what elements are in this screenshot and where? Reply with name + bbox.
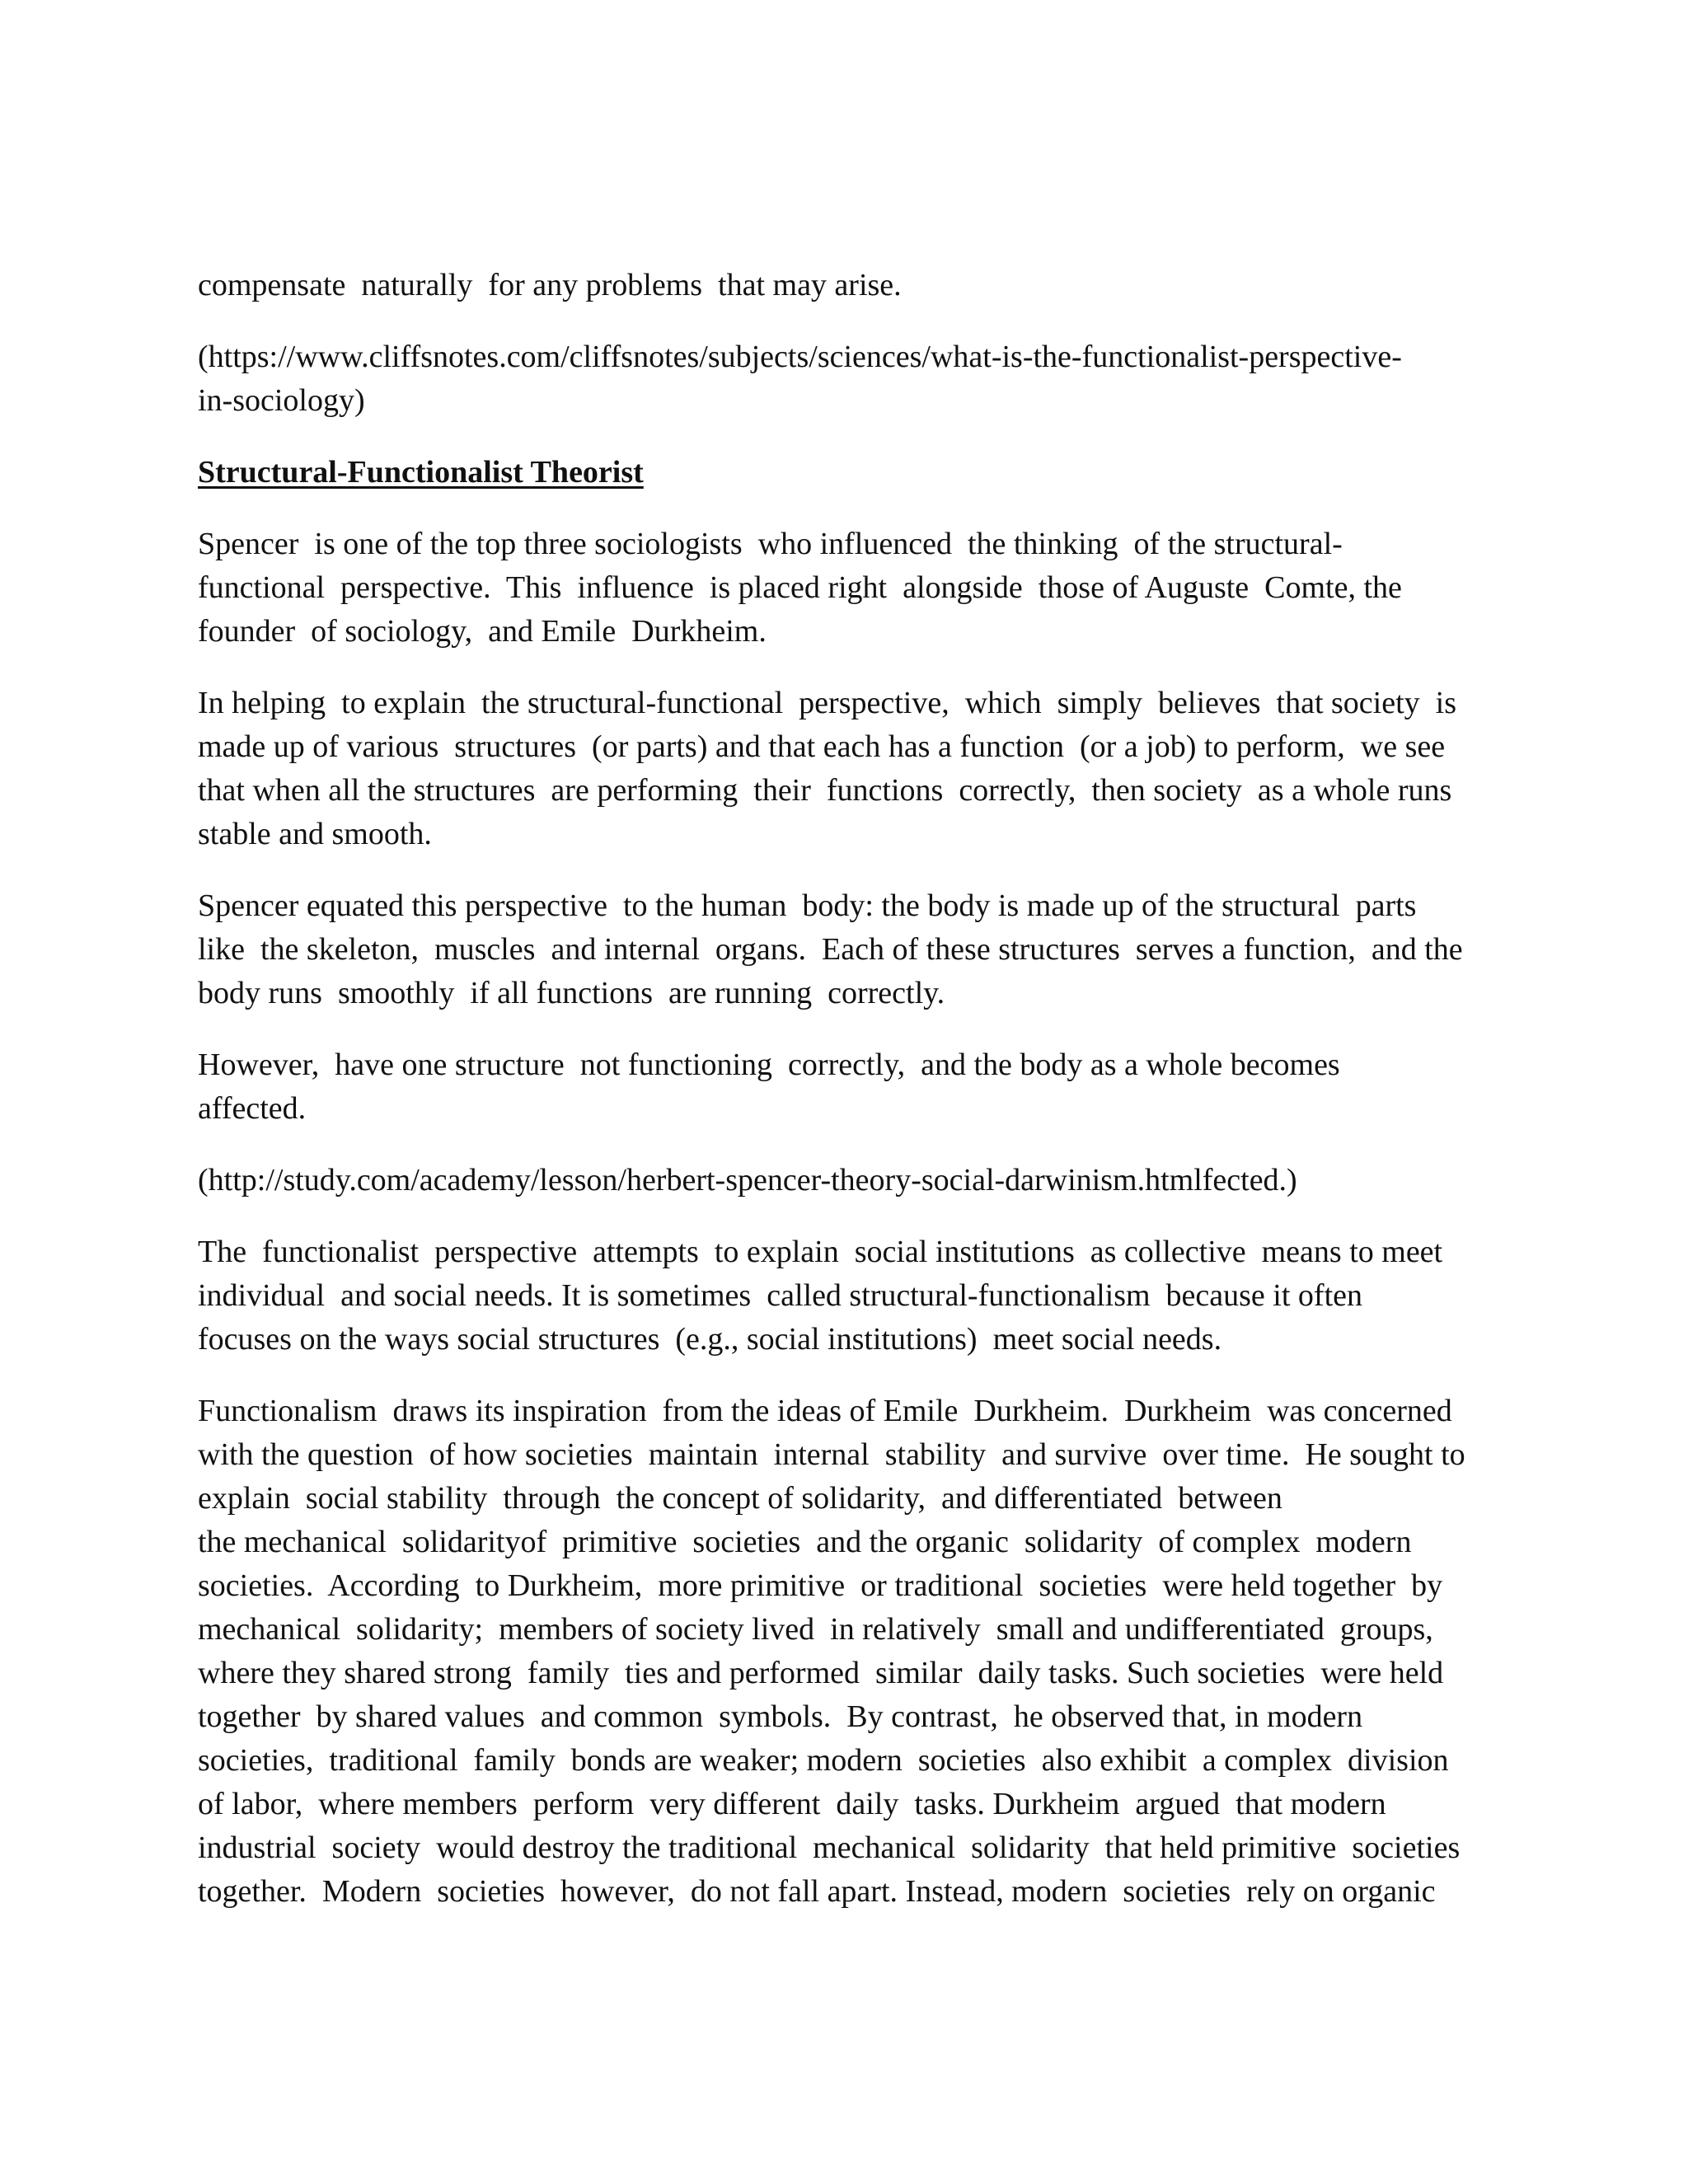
text-line: functional perspective. This influence is placed right alongside those of Auguste Comte, the [198, 570, 1402, 605]
paragraph-human-body [198, 884, 1500, 1015]
text-line: together by shared values and common symbols. By contrast, he observed that, in modern [198, 1699, 1363, 1734]
text-line: the mechanical solidarityof primitive societies and the organic solidarity of complex modern [198, 1525, 1412, 1559]
text-line: Functionalism draws its inspiration from the ideas of Emile Durkheim. Durkheim was concerned [198, 1394, 1452, 1428]
citation-cliffsnotes [198, 335, 1500, 423]
text-line: like the skeleton, muscles and internal organs. Each of these structures serves a function, and the [198, 932, 1463, 967]
text-line: industrial society would destroy the traditional mechanical solidarity that held primitive societies [198, 1830, 1461, 1865]
text-line: founder of sociology, and Emile Durkheim. [198, 614, 767, 649]
paragraph-structural-functional [198, 682, 1500, 856]
text-line: In helping to explain the structural-functional perspective, which simply believes that society is [198, 686, 1456, 720]
text-line: societies, traditional family bonds are weaker; modern societies also exhibit a complex division [198, 1743, 1449, 1778]
text-line: of labor, where members perform very different daily tasks. Durkheim argued that modern [198, 1787, 1386, 1821]
text-line: with the question of how societies maintain internal stability and survive over time. He sought to [198, 1437, 1465, 1472]
text-line: mechanical solidarity; members of society lived in relatively small and undifferentiated groups, [198, 1612, 1433, 1647]
text-line: where they shared strong family ties and performed similar daily tasks. Such societies were held [198, 1656, 1444, 1690]
paragraph-spencer-influence [198, 523, 1500, 654]
text-line: Spencer equated this perspective to the human body: the body is made up of the structural parts [198, 888, 1417, 923]
text-line: The functionalist perspective attempts to explain social institutions as collective means to meet [198, 1235, 1443, 1269]
text-line: body runs smoothly if all functions are running correctly. [198, 976, 945, 1010]
paragraph-continuation [198, 264, 1500, 307]
document-body [198, 264, 1500, 1942]
text-line: that when all the structures are performing their functions correctly, then society as a whole runs [198, 773, 1452, 808]
text-line: individual and social needs. It is sometimes called structural-functionalism because it often [198, 1278, 1362, 1313]
text-line: societies. According to Durkheim, more primitive or traditional societies were held together by [198, 1568, 1443, 1603]
text-line: focuses on the ways social structures (e.g., social institutions) meet social needs. [198, 1322, 1222, 1357]
text-line: in-sociology) [198, 383, 365, 418]
text-line: explain social stability through the concept of solidarity, and differentiated between [198, 1481, 1282, 1516]
text-line: However, have one structure not functioning correctly, and the body as a whole becomes [198, 1047, 1340, 1082]
text-line: compensate naturally for any problems that may arise. [198, 268, 902, 302]
text-line: stable and smooth. [198, 817, 432, 851]
text-line: affected. [198, 1091, 307, 1126]
paragraph-however [198, 1043, 1500, 1131]
text-line: (http://study.com/academy/lesson/herbert-spencer-theory-social-darwinism.htmlfected.) [198, 1163, 1297, 1197]
text-line: together. Modern societies however, do not fall apart. Instead, modern societies rely on organic [198, 1874, 1436, 1909]
citation-study [198, 1159, 1500, 1202]
section-heading: Structural-Functionalist Theorist [198, 455, 644, 490]
paragraph-durkheim [198, 1390, 1500, 1914]
text-line: made up of various structures (or parts) and that each has a function (or a job) to perform, we see [198, 729, 1446, 764]
text-line: Spencer is one of the top three sociologists who influenced the thinking of the structural- [198, 527, 1343, 561]
text-line: (https://www.cliffsnotes.com/cliffsnotes/subjects/sciences/what-is-the-functionalist-perspective- [198, 340, 1402, 374]
paragraph-functionalist-perspective [198, 1230, 1500, 1361]
